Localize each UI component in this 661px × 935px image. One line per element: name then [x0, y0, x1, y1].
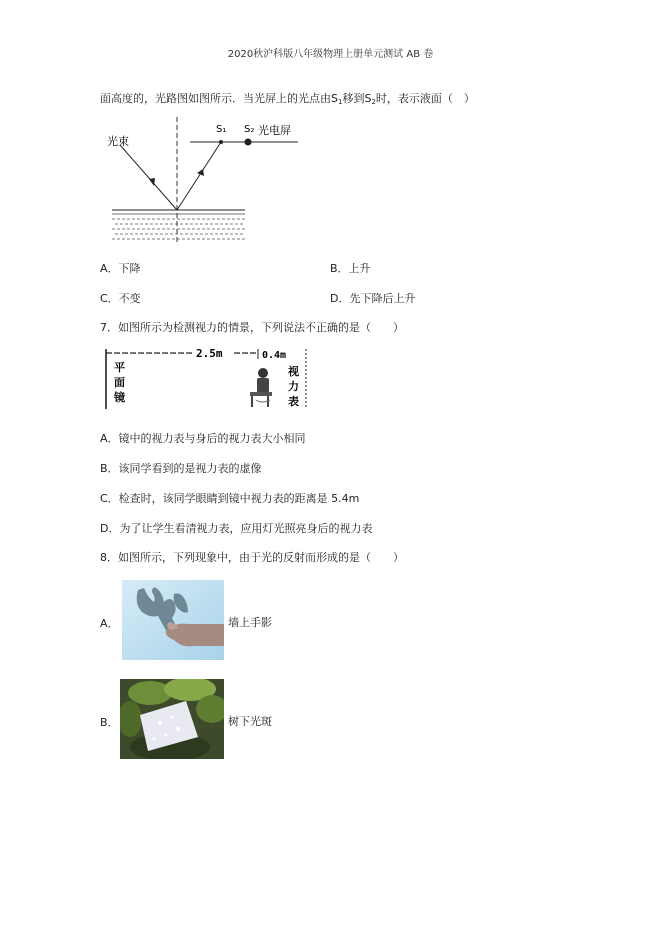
q7-stem: 7．如图所示为检测视力的情景，下列说法不正确的是（ ）: [100, 321, 404, 334]
q6-s2: S: [364, 92, 372, 105]
distance-small-label: 0.4m: [262, 350, 287, 361]
vision-test-diagram: [100, 345, 310, 413]
q6-s1: S: [331, 92, 338, 105]
tree-light-spots-image: [120, 679, 224, 759]
q6-stem: [100, 90, 475, 106]
s1-label: S₁: [216, 124, 227, 135]
screen-label: 光电屏: [258, 124, 291, 137]
q7-option-a: A．镜中的视力表与身后的视力表大小相同: [100, 432, 306, 445]
reflected-ray: [177, 142, 221, 210]
q8-option-a-caption: 墙上手影: [228, 616, 272, 629]
q8-option-b-letter: B．: [100, 716, 119, 729]
s2-point: [245, 139, 252, 146]
s2-label: S₂: [244, 124, 255, 135]
q6-stem-prefix: 面高度的，光路图如图所示．当光屏上的光点由: [100, 92, 331, 105]
q8-stem: 8．如图所示，下列现象中，由于光的反射而形成的是（ ）: [100, 551, 404, 564]
s1-point: [219, 140, 223, 144]
q6-stem-suffix: 时，表示液面（ ）: [375, 92, 475, 105]
q6-option-b: B．上升: [330, 262, 371, 275]
light-path-diagram: [100, 115, 310, 250]
q7-option-b: B．该同学看到的是视力表的虚像: [100, 462, 262, 475]
q6-stem-mid: 移到: [342, 92, 365, 105]
page-header: 2020秋沪科版八年级物理上册单元测试 AB 卷: [227, 49, 434, 60]
mirror-label-1: 平: [114, 361, 125, 374]
chart-label-3: 表: [288, 395, 299, 408]
q6-option-d: D．先下降后上升: [330, 292, 416, 305]
liquid-body: [112, 219, 245, 239]
beam-label: 光束: [107, 135, 129, 148]
mirror-label-3: 镜: [114, 391, 125, 404]
q8-option-a-letter: A．: [100, 617, 119, 630]
distance-main-label: 2.5m: [196, 347, 223, 360]
hand-shadow-image: [122, 580, 224, 660]
q7-option-c: C．检查时，该同学眼睛到镜中视力表的距离是 5.4m: [100, 492, 360, 505]
q6-option-c: C．不变: [100, 292, 141, 305]
chart-label-1: 视: [288, 365, 299, 378]
incident-arrow-icon: [149, 178, 155, 186]
chart-label-2: 力: [288, 380, 299, 393]
incident-ray: [120, 145, 177, 210]
reflected-arrow-icon: [197, 169, 204, 176]
q6-s2-sub: 2: [371, 98, 376, 106]
q6-s1-sub: 1: [337, 98, 343, 106]
q8-option-b-caption: 树下光斑: [228, 715, 272, 728]
mirror-label-2: 面: [114, 376, 125, 389]
q7-option-d: D．为了让学生看清视力表，应用灯光照亮身后的视力表: [100, 522, 373, 535]
q6-option-a: A．下降: [100, 262, 141, 275]
student-figure: [250, 368, 272, 407]
